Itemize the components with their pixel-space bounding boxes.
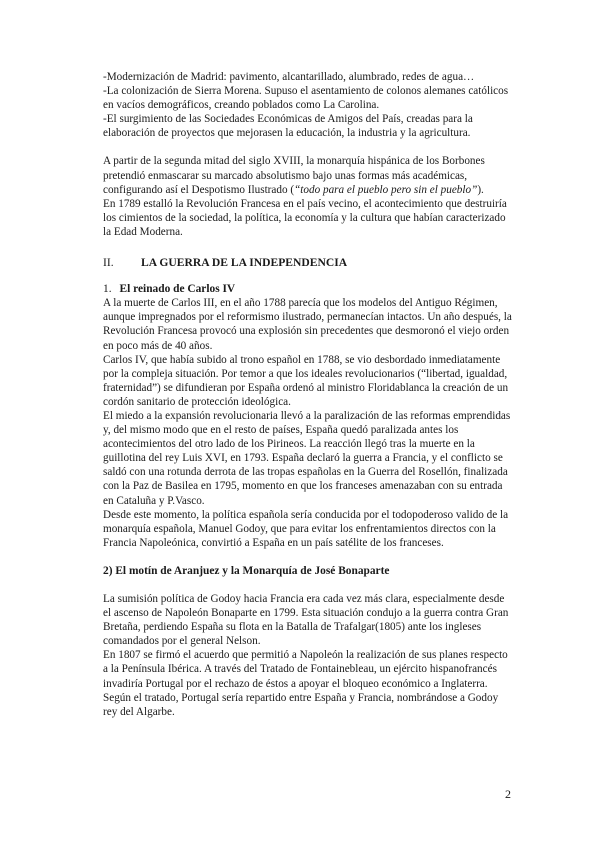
intro-list [103,70,515,140]
subsection-1-heading [103,282,515,296]
despotismo-paragraph [103,154,515,196]
revolucion-paragraph: En 1789 estalló la Revolución Francesa en el país vecino, el acontecimiento que destruiría los cimientos de la sociedad, la política, la economía y la cultura que habían caracterizado la Edad Moderna. [103,197,507,238]
body-paragraph: La sumisión política de Godoy hacia Francia era cada vez más clara, especialmente desde el ascenso de Napoleón Bonaparte en 1799. Esta situación condujo a la guerra contra Gran Bretaña, perdiendo España su flota en la Batalla de Trafalgar(1805) ante los ingleses comandados por el general Nelson. [103,593,509,648]
intro-line: -El surgimiento de las Sociedades Económicas de Amigos del País, creadas para la elaboración de proyectos que mejorasen la educación, la industria y la agricultura. [103,113,473,140]
subsection-1-title: El reinado de Carlos IV [119,283,236,296]
intro-line: -Modernización de Madrid: pavimento, alcantarillado, alumbrado, redes de agua… [103,71,475,83]
page-number: 2 [505,787,511,801]
body-paragraph: A la muerte de Carlos III, en el año 1788 parecía que los modelos del Antiguo Régimen, aunque impregnados por el reformismo ilustrado, permanecían intactos. Un año después, la Revolución Francesa provocó una explosión sin precedentes que desmoronó el viejo orden en poco más de 40 años. [103,297,512,352]
body-paragraph: Carlos IV, que había subido al trono español en 1788, se vio desbordado inmediatamente por la compleja situación. Por temor a que los ideales revolucionarios (“libertad, igualdad, fraternidad”) se difundieran por España ordenó al ministro Floridablanca la creación de un cordón sanitario de protección ideológica. [103,353,509,408]
section-heading [103,256,515,270]
body-paragraph: En 1807 se firmó el acuerdo que permitió a Napoleón la realización de sus planes respecto a la Península Ibérica. A través del Tratado de Fontainebleau, un ejército hispanofrancés invadiría Portugal por el rechazo de éstos a apoyar el bloqueo económico a Inglaterra. Según el tratado, Portugal sería repartido entre España y Francia, nombrándose a Godoy rey del Algarbe. [103,649,508,718]
body-paragraph: El miedo a la expansión revolucionaria llevó a la paralización de las reformas emprendidas y, del mismo modo que en el resto de países, España quedó paralizada antes los acontecimientos del otro lado de los Pirineos. La reacción llegó tras la muerte en la guillotina del rey Luis XVI, en 1793. España declaró la guerra a Francia, y el conflicto se saldó con una rotunda derrota de las tropas españolas en la Guerra del Rosellón, finalizada con la Paz de Basilea en 1795, momento en que los franceses amenazaban con su entrada en Cataluña y P.Vasco. [103,409,511,507]
section-title: LA GUERRA DE LA INDEPENDENCIA [141,256,348,270]
page-content [103,70,515,719]
intro-line: -La colonización de Sierra Morena. Supuso el asentamiento de colonos alemanes católicos en vacíos demográficos, creando poblados como La Carolina. [103,85,509,112]
body-paragraph: Desde este momento, la política española sería conducida por el todopoderoso valido de la monarquía española, Manuel Godoy, que para evitar los enfrentamientos directos con la Francia Napoleónica, convirtió a España en un país satélite de los franceses. [103,508,509,549]
despotismo-text: A partir de la segunda mitad del siglo XVIII, la monarquía hispánica de los Borbones pretendió enmascarar su marcado absolutismo bajo unas formas más académicas, configurando así el Despotismo Ilustrado ( [103,155,485,196]
despotismo-quote: “todo para el pueblo pero sin el pueblo” [294,183,478,196]
despotismo-close: ). [477,183,484,196]
section-number: II. [103,256,114,270]
subsection-1-number: 1. [103,283,112,296]
subsection-2-heading: 2) El motín de Aranjuez y la Monarquía de José Bonaparte [103,564,390,577]
